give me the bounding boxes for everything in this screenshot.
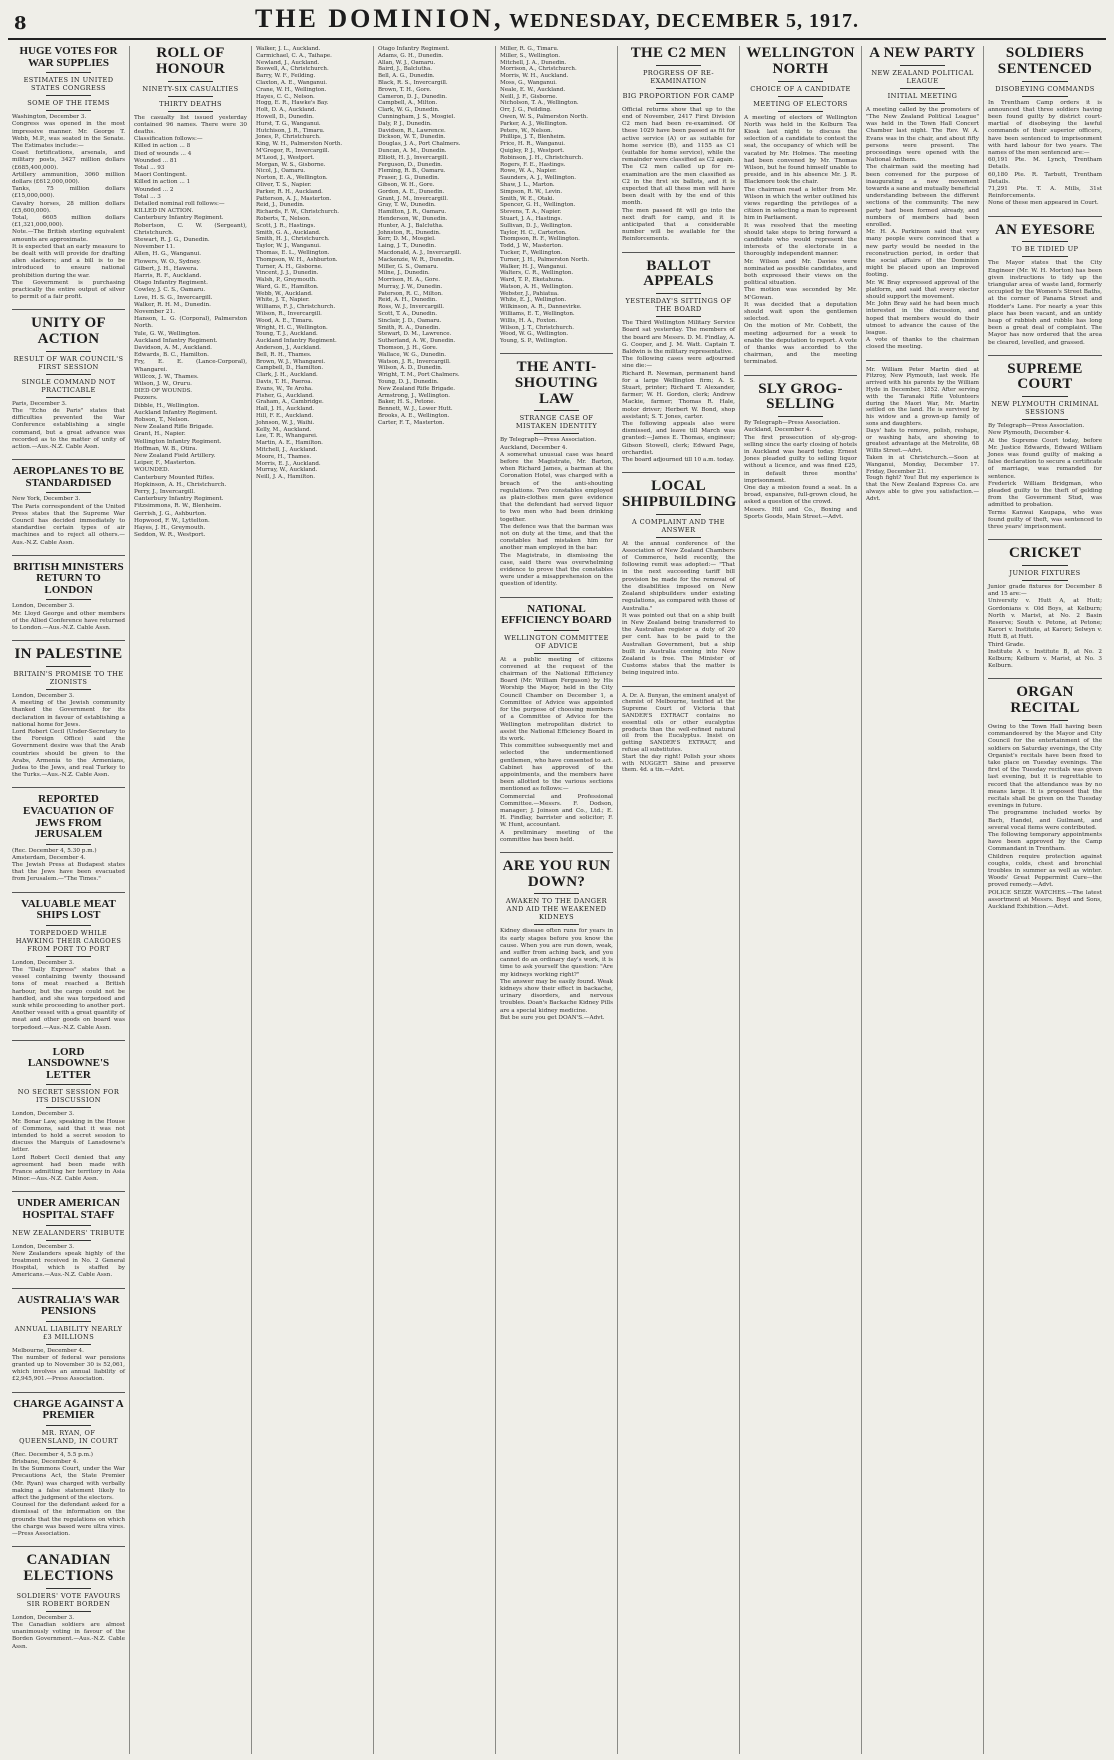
article-divider <box>500 353 613 354</box>
article-headline: CHARGE AGAINST A PREMIER <box>13 1397 124 1422</box>
article-headline: SLY GROG-SELLING <box>758 380 843 413</box>
headline-rule <box>656 514 701 515</box>
article-subhead: NEW PLYMOUTH CRIMINAL SESSIONS <box>991 400 1099 417</box>
article-subhead: NINETY-SIX CASUALTIES <box>142 84 239 93</box>
subhead-rule <box>46 1240 91 1241</box>
article-headline: UNDER AMERICAN HOSPITAL STAFF <box>17 1197 120 1221</box>
article-headline: ARE YOU RUN DOWN? <box>502 857 611 890</box>
article-divider <box>12 892 125 893</box>
subhead-rule <box>656 537 701 538</box>
subhead-rule <box>1022 256 1068 257</box>
article-subhead: ESTIMATES IN UNITED STATES CONGRESS <box>23 76 114 93</box>
article-body: Miller, R. G., Timaru. Miller, S., Wellington. Mitchell, J. A., Dunedin. Morrison, A., Christchurch. Morris, W. H., Auckland. Moss, G., Wanganui. Neale, E. W., Auckland. Neill, J. F., Gisborne. Nicholson, T. A., Wellington. Orr, J. G., Feilding. Owen, W. S., Palmerston North. Parker, A. J., Wellington. Peters, W., Nelson. Phillips, J. T., Blenheim. Price, H. R., Wanganui. Quigley, P. J., Westport. Robinson, J. H., Christchurch. Rogers, F. E., Hastings. Rowe, W. A., Napier. Saunders, A. J., Wellington. Shaw, J. L., Marton. Simpson, R. W., Levin. Smith, W. E., Otaki. Spencer, G. H., Wellington. Stevens, T. A., Napier. Stuart, J. A., Hastings. Sullivan, D. J., Wellington. Taylor, H. C., Carterton. Thompson, R. F., Wellington. Todd, J. W., Masterton. Tucker, F., Wellington. Turner, J. H., Palmerston North. Walker, H. J., Wanganui. Walters, C. R., Wellington. Ward, T. P., Eketahuna. Watson, A. H., Wellington. Webster, J., Pahiatua. White, E. J., Wellington. Wilkinson, A. R., Dannevirke. Williams, E. T., Wellington. Willis, H. A., Foxton. Wilson, J. T., Christchurch. Wood, W. G., Wellington. Young, S. P., Wellington. <box>500 46 589 345</box>
article-body: Walker, J. L., Auckland. Carmichael, C. A., Taihape. Newland, J., Auckland. Boswell, A., Christchurch. Barry, W. F., Feilding. Claxton, A. E., Wanganui. Crane, W. H., Wellington. Hayes, C. C., Nelson. Hogg, E. R., Hawke's Bay. Holt, D. A., Auckland. Howell, D., Dunedin. Hurst, T. G., Wanganui. Hutchison, J. R., Timaru. Jones, P., Christchurch. King, W. H., Palmerston North. M'Gregor, R., Invercargill. M'Leod, J., Westport. Morgan, W. S., Gisborne. Nicol, J., Oamaru. Norton, E. A., Wellington. Oliver, T. S., Napier. Parker, R. H., Auckland. Patterson, A. J., Masterton. Reid, J., Dunedin. Richards, F. W., Christchurch. Roberts, T., Nelson. Scott, J. R., Hastings. Smith, G. A., Auckland. Smith, H. J., Christchurch. Taylor, W. J., Wanganui. Thomas, E. L., Wellington. Thompson, W. H., Ashburton. Turner, A. H., Gisborne. Vincent, J. J., Dunedin. Walsh, P., Greymouth. Ward, G. E., Hamilton. Webb, W., Auckland. White, J. T., Napier. Williams, F. J., Christchurch. Wilson, R., Invercargill. Wood, A. E., Timaru. Wright, H. C., Wellington. Young, T. J., Auckland. Auckland Infantry Regiment. Anderson, J., Auckland. Bell, R. H., Thames. Brown, W. J., Whangarei. Campbell, D., Hamilton. Clark, J. H., Auckland. Davis, T. H., Paeroa. Evans, W., Te Aroha. Fisher, G., Auckland. Graham, A., Cambridge. Hall, J. H., Auckland. Hill, F. E., Auckland. Johnson, W. J., Waihi. Kelly, M., Auckland. Lee, T. R., Whangarei. Martin, A. E., Hamilton. Mitchell, J., Auckland. Moore, H., Thames. Morris, E. J., Auckland. Murray, W., Auckland. Neill, J. A., Hamilton. <box>256 46 343 481</box>
article-subhead: CHOICE OF A CANDIDATE <box>750 84 851 93</box>
article-body: Junior grade fixtures for December 8 and 15 are:— University v. Hutt A, at Hutt; Gordonians v. Old Boys, at Kelburn; North v. Marist, at No. 2 Basin Reserve; South v. Petone, at Petone; Karori v. Institute, at Karori; Selwyn v. Hutt B, at Hutt. Third Grade. Institute A v. Institute B, at No. 2 Kelburn; Kelburn v. Marist, at No. 3 Kelburn. <box>988 584 1102 670</box>
article-body: The Mayor states that the City Engineer (Mr. W. H. Morton) has been given instructions to tidy up the triangular area of waste land, formerly occupied by the Women's Street Baths, at the corner of Panama Street and Hodder's Lane. For nearly a year this place has been vacant, and an untidy heap of rubbish and rubble has long been a great deal of complaint. The Mayor has now ordered that the area be cleared, levelled, and grassed. <box>988 260 1102 346</box>
article-body: Owing to the Town Hall having been commandeered by the Mayor and City Council for the entertainment of the soldiers on Saturday evenings, the City Organist's recitals have been fixed to take place on Tuesday evenings. The first of the Tuesday recitals was given last evening, but it is regrettable to record that the attendance was by no means large. It is proposed that the recitals shall be given on the Tuesday evenings in future. The programme included works by Bach, Handel, and Guilmant, and several vocal items were contributed. The following temporary appointments have been approved by the Camp Commandant in Trentham. Children require protection against coughs, colds, chest and bronchial troubles in summer as well as winter. Woods' Great Peppermint Cure—the proved remedy.—Advt. POLICE SEIZE WATCHES.—The latest assortment at Messrs. Boyd and Sons, Auckland Exhibition.—Advt. <box>988 723 1102 911</box>
article <box>12 1553 125 1651</box>
article-divider <box>744 375 857 376</box>
column-7 <box>740 46 862 1754</box>
article-body: (Rec. December 4, 5.5 p.m.) Brisbane, December 4. In the Summons Court, under the War Precautions Act, the State Premier (Mr. Ryan) was charged with verbally making a false statement likely to affect the judgment of the electors. Counsel for the defendant asked for a dismissal of the information on the grounds that the regulations on which the charge was based were ultra vires.—Press Association. <box>12 1451 125 1537</box>
article <box>12 1295 125 1384</box>
article-subhead: SINGLE COMMAND NOT PRACTICABLE <box>21 377 116 394</box>
article-subhead: STRANGE CASE OF MISTAKEN IDENTITY <box>515 414 598 431</box>
article <box>500 46 613 345</box>
article <box>988 46 1102 208</box>
article-divider <box>622 472 735 473</box>
article <box>988 685 1102 911</box>
article-subhead: RESULT OF WAR COUNCIL'S FIRST SESSION <box>13 354 124 371</box>
subhead-rule <box>46 1107 91 1108</box>
article <box>12 316 125 451</box>
article-body: Mr. William Peter Martin died at Fitzroy, New Plymouth, last week. He arrived with his parents by the William Hyde in December, 1852. After serving with the Taranaki Rifle Volunteers during the Maori War, Mr. Martin settled on the land. He is survived by his widow and a grown-up family of sons and daughters. Days' hats to remove, polish, reshape, or washing hats, are showing to greatest advantage at the Metrolite, 68 Willis Street.—Advt. Taken in at Christchurch.—Soon at Wanganui, Monday, December 17. Friday, December 21. Tough fight? You! But my experience is that the New Zealand Express Co. are always able to give you satisfaction.—Advt. <box>866 366 979 502</box>
article-headline: BALLOT APPEALS <box>643 257 714 290</box>
article-body: At the annual conference of the Association of New Zealand Chambers of Commerce, held recently, the following remit was adopted:— "That in the next succeeding tariff bill provision be made for the removal of the disabilities imposed on New Zealand shipbuilders under existing regulations, as compared with those of Australia." It was pointed out that on a ship built in New Zealand being transferred to the Australian register a duty of 20 per cent. has to be paid to the Australian Government, but a ship built in Australia coming into New Zealand is free. The Minister of Customs states that the matter is being inquired into. <box>622 540 735 677</box>
article-subhead: AWAKEN TO THE DANGER AND AID THE WEAKENED KIDNEYS <box>505 897 608 922</box>
headline-rule <box>1022 720 1068 721</box>
article-divider <box>12 459 125 460</box>
article-headline: BRITISH MINISTERS RETURN TO LONDON <box>13 560 124 596</box>
headline-rule <box>778 416 823 417</box>
headline-rule <box>46 1084 91 1085</box>
article <box>744 382 857 521</box>
paper-name: THE DOMINION, <box>254 4 504 33</box>
article-divider <box>500 597 613 598</box>
column-1 <box>8 46 130 1754</box>
article-headline: NATIONAL EFFICIENCY BOARD <box>501 602 612 627</box>
issue-date: WEDNESDAY, DECEMBER 5, 1917. <box>509 10 860 32</box>
subhead-rule <box>168 111 213 112</box>
article-headline: WELLINGTON NORTH <box>746 46 855 77</box>
article-headline: CRICKET <box>1008 545 1082 562</box>
article-headline: UNITY OF ACTION <box>31 315 106 348</box>
headline-rule <box>46 599 91 600</box>
headline-rule <box>1022 241 1068 242</box>
article-divider <box>866 360 979 361</box>
subhead-rule <box>1022 580 1068 581</box>
article <box>500 360 613 589</box>
article <box>622 259 735 465</box>
column-2 <box>130 46 252 1754</box>
headline-rule <box>534 410 579 411</box>
article-subhead: NO SECRET SESSION FOR ITS DISCUSSION <box>17 1088 120 1105</box>
article-headline: LORD LANSDOWNE'S LETTER <box>27 1045 110 1081</box>
article-divider <box>12 640 125 641</box>
subhead-rule <box>1022 419 1068 420</box>
article-body: By Telegraph—Press Association. Auckland, December 4. A somewhat unusual case was heard before the Magistrate, Mr. Barton, when Richard James, a barman at the Coronation Hotel, was charged with a breach of the anti-shouting regulations. Two constables employed as plain-clothes men gave evidence that the defendant had served liquor to two men who had been drinking together. The defence was that the barman was not on duty at the time, and that the constables had mistaken him for another man employed in the bar. The Magistrate, in dismissing the case, said there was overwhelming evidence to prove that the constables were under a misapprehension on the question of identity. <box>500 437 613 588</box>
article-divider <box>988 678 1102 679</box>
article-subhead: WELLINGTON COMMITTEE OF ADVICE <box>504 633 609 650</box>
article-subhead: MEETING OF ELECTORS <box>753 99 848 108</box>
article-headline: ROLL OF HONOUR <box>155 46 226 77</box>
subhead-rule <box>900 103 945 104</box>
headline-rule <box>1022 396 1068 397</box>
article-divider <box>622 252 735 253</box>
column-9 <box>984 46 1106 1754</box>
article-divider <box>12 555 125 556</box>
article-body: London, December 3. Mr. Bonar Law, speaking in the House of Commons, said that it was not intended to hold a secret session to discuss the Marquis of Lansdowne's letter. Lord Robert Cecil denied that any agreement had been made with France admitting her territory in Asia Minor.—Aus.-N.Z. Cable Assn. <box>12 1111 125 1183</box>
article <box>622 46 735 244</box>
headline-rule <box>46 844 91 845</box>
column-8 <box>862 46 984 1754</box>
headline-rule <box>778 81 823 82</box>
subhead-rule <box>46 110 91 111</box>
subhead-rule <box>534 924 579 925</box>
article-body: A meeting of electors of Wellington North was held in the Kelburn Tea Kiosk last night to discuss the selection of a candidate to contest the seat, the occupancy of which will be vacated by Mr. Holmes. The meeting had been convened by Mr. Thomas Wilson, but he found himself unable to preside, and in his absence Mr. J. R. Blackmore took the chair. The chairman read a letter from Mr. Wilson in which the writer outlined his views regarding the privileges of a citizen in selecting a man to represent him in Parliament. It was resolved that the meeting should take steps to bring forward a candidate who would represent the interests of the electorate in a thoroughly independent manner. Mr. Wilson and Mr. Davies were nominated as possible candidates, and both expressed their views on the political situation. The motion was seconded by Mr. M'Gowan. It was decided that a deputation should wait upon the gentlemen selected. On the motion of Mr. Cobbett, the meeting adjourned for a week to enable the deputation to report. A vote of thanks was accorded to the chairman, and the meeting terminated. <box>744 114 857 366</box>
article <box>12 1047 125 1184</box>
article-body: A. Dr. A. Bunyan, the eminent analyst of chemist of Melbourne, testified at the Supreme Court of Victoria that SANDER'S EXTRACT contains no essential oils or other eucalyptus products than the well-refined natural oil from the Eucalyptus. Insist on getting SANDER'S EXTRACT, and refuse all substitutes. Start the day right! Polish your shoes with NUGGET! Shine and preserve them. 4d. a tin.—Advt. <box>622 692 735 774</box>
article-subhead: PROGRESS OF RE-EXAMINATION <box>642 68 715 85</box>
masthead-title <box>54 4 1060 34</box>
subhead-rule <box>656 88 701 89</box>
article-body: London, December 3. A meeting of the Jewish community thanked the Government for its declaration in favour of establishing a national home for Jews. Lord Robert Cecil (Under-Secretary to the Foreign Office) said the Government desire was that the Arab countries should be given to the Arabs, Armenia to the Armenians, Judea to the Jews, and real Turkey to the Turks.—Aus.-N.Z. Cable Assn. <box>12 693 125 779</box>
column-6 <box>618 46 740 1754</box>
headline-rule <box>46 666 91 667</box>
article-divider <box>988 539 1102 540</box>
headline-rule <box>168 81 213 82</box>
article-headline: REPORTED EVACUATION OF JEWS FROM JERUSALEM <box>23 793 114 841</box>
subhead-rule <box>46 374 91 375</box>
headline-rule <box>46 351 91 352</box>
article-body: At a public meeting of citizens convened at the request of the chairman of the National Efficiency Board (Mr. William Ferguson) by His Worship the Mayor, held in the City Council Chamber on December 1, a Committee of Advice was appointed for the purpose of choosing members of a Committee of Advice for the Wellington metropolitan district to assist the National Efficiency Board in its work. This committee subsequently met and selected the undermentioned gentlemen, who have consented to act. Cabinet has approved of the appointments, and the members have been allotted to the various sections mentioned as follows:— Commercial and Professional Committee.—Messrs. F. Dodson, manager; J. Joinson and Co., Ltd.; E. H. Findlay, barrister and solicitor; F. W. Hunt, accountant. A preliminary meeting of the committee has been held. <box>500 656 613 843</box>
article <box>378 46 491 427</box>
article-divider <box>500 852 613 853</box>
article <box>12 1198 125 1279</box>
article-subhead: INITIAL MEETING <box>887 91 958 100</box>
subhead-rule <box>778 111 823 112</box>
article-subhead: A COMPLAINT AND THE ANSWER <box>632 517 725 534</box>
subhead-rule <box>46 1344 91 1345</box>
article <box>134 46 247 539</box>
article-subhead: NEW ZEALAND POLITICAL LEAGUE <box>871 68 974 85</box>
column-5 <box>496 46 618 1754</box>
subhead-rule <box>656 316 701 317</box>
article-divider <box>12 1191 125 1192</box>
article-body: A meeting called by the promoters of "The New Zealand Political League" was held in the Town Hall Concert Chamber last night. The Rev. W. A. Evans was in the chair, and about fifty persons were present. The proceedings were opened with the National Anthem. The chairman said the meeting had been convened for the purpose of inaugurating a new movement towards a sane and mutually beneficial understanding between the different sections of the community. The new party had been formed already, and numbers of members had been enrolled. Mr. H. A. Parkinson said that very many people were convinced that a new party would be needed in the reconstruction period, in order that the social affairs of the Dominion might be placed upon an improved footing. Mr. W. Bray expressed approval of the platform, and said that every elector should support the movement. Mr. John Bray said he had been much interested in the discussion, and hoped that members would do their utmost to advance the cause of the league. A vote of thanks to the chairman closed the meeting. <box>866 106 980 351</box>
article-divider <box>12 1288 125 1289</box>
article-subhead: DISOBEYING COMMANDS <box>995 84 1095 93</box>
article-body: London, December 3. Mr. Lloyd George and other members of the Allied Conference have returned to London.—Aus.-N.Z. Cable Assn. <box>12 603 125 632</box>
article <box>622 479 735 677</box>
headline-rule <box>46 1425 91 1426</box>
article <box>866 367 979 503</box>
article-headline: AEROPLANES TO BE STANDARDISED <box>13 465 124 489</box>
article-subhead: YESTERDAY'S SITTINGS OF THE BOARD <box>625 297 732 314</box>
headline-rule <box>46 1225 91 1226</box>
article-body: By Telegraph—Press Association. New Plymouth, December 4. At the Supreme Court today, before Mr. Justice Edwards, Edward William Jones was found guilty of making a false declaration to secure a certificate of marriage, was remanded for sentence. Frederick William Bridgman, who pleaded guilty to the theft of gelding from the Government Stud, was admitted to probation. Terms Kanwai Kaupapa, who was found guilty of theft, was sentenced to three years' imprisonment. <box>988 423 1102 531</box>
article <box>866 46 979 352</box>
subhead-rule <box>534 433 579 434</box>
article-headline: CANADIAN ELECTIONS <box>23 1552 114 1584</box>
article-body: London, December 3. New Zealanders speak highly of the treatment received in No. 2 General Hospital, which is staffed by Americans.—Aus.-N.Z. Cable Assn. <box>12 1243 125 1279</box>
article-headline: THE C2 MEN <box>630 46 727 61</box>
subhead-rule <box>46 397 91 398</box>
article <box>12 466 125 547</box>
article-body: The casualty list issued yesterday contained 96 names. There were 30 deaths. Classification follows:— Killed in action ... 8 Died of wounds ... 4 Wounded ... 81 Total ... 93 Maori Contingent. Killed in action ... 1 Wounded ... 2 Total ... 3 Detailed nominal roll follows:— KILLED IN ACTION. Canterbury Infantry Regiment. Robertson, C. W. (Sergeant), Christchurch. Stewart, R. J. G., Dunedin. November 11. Allen, H. G., Wanganui. Flowers, W. O., Sydney. Gilbert, J. H., Hawera. Harris, R. F., Auckland. Otago Infantry Regiment. Cowley, J. C. S., Oamaru. Love, H. S. G., Invercargill. Walker, R. H. M., Dunedin. November 21. Hanson, L. G. (Corporal), Palmerston North. Yule, G. W., Wellington. Auckland Infantry Regiment. Davidson, A. M., Auckland. Edwards, B. C., Hamilton. Fry, E. E. (Lance-Corporal), Whangarei. Willcox, J. W., Thames. Wilson, J. W., Oruru. DIED OF WOUNDS. Pezzers. Dibble, H., Wellington. Auckland Infantry Regiment. Robson, T., Nelson. New Zealand Rifle Brigade. Grant, H., Napier. Wellington Infantry Regiment. Hoffman, W. B., Otira. New Zealand Field Artillery. Leiper, F., Masterton. WOUNDED. Canterbury Mounted Rifles. Hopkinson, A. H., Christchurch. Perry, J., Invercargill. Canterbury Infantry Regiment. Fitzsimmons, R. W., Blenheim. Gerrish, J. G., Ashburton. Hopwood, F. W., Lyttelton. Hayes, J. H., Greymouth. Seddon, W. R., Westport. <box>134 114 247 539</box>
article <box>988 546 1102 670</box>
article-headline: AUSTRALIA'S WAR PENSIONS <box>17 1293 120 1318</box>
article-headline: LOCAL SHIPBUILDING <box>622 478 737 510</box>
headline-rule <box>46 925 91 926</box>
article-subhead: BRITAIN'S PROMISE TO THE ZIONISTS <box>13 670 124 687</box>
article-body: Washington, December 3. Congress was opened in the most impressive manner. Mr. George T. Webb, M.P., was seated in the Senate. The Estimates include:— Coast fortifications, arsenals, and military posts, 3427 million dollars (£685,400,000). Artillery ammunition, 3060 million dollars (£612,000,000). Tanks, 75 million dollars (£15,000,000). Cavalry horses, 28 million dollars (£5,600,000). Total, 6605 million dollars (£1,321,000,000). Note.—The British sterling equivalent amounts are approximate. It is expected that an early measure to be dealt with will provide for drafting alien slackers; and a bill is to be introduced to ensure national prohibition during the war. The Government is purchasing practically the entire output of silver to permit of a fair profit. <box>12 114 125 301</box>
article-subhead: JUNIOR FIXTURES <box>1009 569 1081 578</box>
article-subhead: THIRTY DEATHS <box>159 99 222 108</box>
subhead-rule <box>46 1611 91 1612</box>
article-body: Paris, December 3. The "Echo de Paris" states that difficulties prevented the War Conference establishing a single command, but a great advance was recorded as to the matter of unity of action.—Aus.-N.Z. Cable Assn. <box>12 400 125 451</box>
article <box>256 46 369 481</box>
article-subhead: BIG PROPORTION FOR CAMP <box>622 91 735 100</box>
headline-rule <box>1022 565 1068 566</box>
column-3 <box>252 46 374 1754</box>
subhead-rule <box>534 653 579 654</box>
article-body: New York, December 3. The Paris correspondent of the United Press states that the Supreme War Council has decided immediately to standardise certain types of air machines and to reject all others.—Aus.-N.Z. Cable Assn. <box>12 496 125 546</box>
article-subhead: NEW ZEALANDERS' TRIBUTE <box>12 1228 125 1237</box>
article-headline: AN EYESORE <box>994 221 1096 238</box>
article <box>12 1399 125 1539</box>
article-body: London, December 3. The "Daily Express" states that a vessel containing twenty thousand tons of meat reached a British harbour, but the cargo could not be handled, and she was torpedoed and sunk while proceeding to another port. Another vessel with a great quantity of meat and other goods on board was torpedoed.—Aus.-N.Z. Cable Assn. <box>12 959 125 1031</box>
article <box>988 223 1102 347</box>
article-headline: THE ANTI-SHOUTING LAW <box>514 359 599 407</box>
article-divider <box>12 1392 125 1393</box>
article <box>988 362 1102 532</box>
article-body: Melbourne, December 4. The number of federal war pensions granted up to November 30 is 52,061, which involves an annual liability of £2,945,901.—Press Association. <box>12 1347 125 1383</box>
headline-rule <box>656 293 701 294</box>
article-headline: SUPREME COURT <box>1007 360 1083 393</box>
article-headline: IN PALESTINE <box>14 646 123 663</box>
headline-rule <box>46 72 91 73</box>
article-body: (Rec. December 4, 5.30 p.m.) Amsterdam, December 4. The Jewish Press at Budapest states that the Jews have been evacuated from Jerusalem.—"The Times." <box>12 847 125 883</box>
article <box>500 604 613 844</box>
article-subhead: TO BE TIDIED UP <box>1011 245 1079 254</box>
article <box>622 693 735 775</box>
column-4 <box>374 46 496 1754</box>
headline-rule <box>46 1588 91 1589</box>
subhead-rule <box>46 95 91 96</box>
article-body: Kidney disease often runs for years in its early stages before you know the cause. When you are run down, weak, and suffer from aching back, and you cannot do an ordinary day's work, it is time to ask yourself the question: "Are my kidneys working right?" The answer may be easily found. Weak kidneys show their effect in backache, urinary disorders, and nervous troubles. Doan's Backache Kidney Pills are a special kidney medicine. But be sure you get DOAN'S.—Advt. <box>500 928 613 1021</box>
article-divider <box>12 787 125 788</box>
subhead-rule <box>1022 96 1068 97</box>
subhead-rule <box>46 956 91 957</box>
article-subhead: MR. RYAN, OF QUEENSLAND, IN COURT <box>19 1428 118 1445</box>
article-headline: HUGE VOTES FOR WAR SUPPLIES <box>19 46 118 69</box>
article-headline: ORGAN RECITAL <box>1010 684 1080 717</box>
subhead-rule <box>46 689 91 690</box>
headline-rule <box>46 492 91 493</box>
article-body: Official returns show that up to the end of November, 2417 First Division C2 men had been re-examined. Of these 1029 have been passed as fit for active service (A) or as suitable for home service (B), and 1155 as C1 (suitable for home service), while the remainder were classified as C2 again. The C2 men called up for re-examination are the men classified as C2 in the first six ballots, and it is expected that all these men will have been dealt with by the end of this month. The men passed fit will go into the next draft for camp, and it is anticipated that a considerable number will be available for the Reinforcements. <box>622 106 735 243</box>
article <box>12 794 125 883</box>
newspaper-page <box>8 46 1106 1754</box>
article-subhead: SOME OF THE ITEMS <box>27 99 110 108</box>
headline-rule <box>534 893 579 894</box>
article-headline: A NEW PARTY <box>869 46 976 61</box>
article-subhead: TORPEDOED WHILE HAWKING THEIR CARGOES FROM PORT TO PORT <box>15 928 122 953</box>
article-divider <box>988 355 1102 356</box>
article-headline: SOLDIERS SENTENCED <box>997 46 1093 77</box>
article-divider <box>12 309 125 310</box>
article-body: London, December 3. The Canadian soldiers are almost unanimously voting in favour of the Borden Government.—Aus.-N.Z. Cable Assn. <box>12 1614 125 1650</box>
article-body: Otago Infantry Regiment. Adams, G. H., Dunedin. Allan, W. J., Oamaru. Baird, J., Balclutha. Bell, A. G., Dunedin. Black, R. S., Invercargill. Brown, T. H., Gore. Cameron, D. J., Dunedin. Campbell, A., Milton. Clark, W. G., Dunedin. Cunningham, J. S., Mosgiel. Daly, P. J., Dunedin. Davidson, R., Lawrence. Dickson, W. T., Dunedin. Douglas, J. A., Port Chalmers. Duncan, A. M., Dunedin. Elliott, H. J., Invercargill. Ferguson, D., Dunedin. Fleming, R. B., Oamaru. Fraser, J. G., Dunedin. Gibson, W. H., Gore. Gordon, A. E., Dunedin. Grant, J. M., Invercargill. Gray, T. W., Dunedin. Hamilton, J. R., Oamaru. Henderson, W., Dunedin. Hunter, A. J., Balclutha. Johnston, R., Dunedin. Kerr, D. M., Mosgiel. Laing, J. T., Dunedin. Macdonald, A. J., Invercargill. Mackenzie, W. R., Dunedin. Miller, G. S., Oamaru. Milne, J., Dunedin. Morrison, H. A., Gore. Murray, J. W., Dunedin. Paterson, R. C., Milton. Reid, A. H., Dunedin. Ross, W. J., Invercargill. Scott, T. A., Dunedin. Sinclair, J. D., Oamaru. Smith, R. A., Dunedin. Stewart, D. M., Lawrence. Sutherland, A. W., Dunedin. Thomson, J. H., Gore. Wallace, W. G., Dunedin. Watson, J. R., Invercargill. Wilson, A. D., Dunedin. Wright, T. M., Port Chalmers. Young, D. J., Dunedin. New Zealand Rifle Brigade. Armstrong, J., Wellington. Baker, H. S., Petone. Bennett, W. J., Lower Hutt. Brooks, A. E., Wellington. Carter, F. T., Masterton. <box>378 46 462 426</box>
article <box>744 46 857 367</box>
article <box>12 647 125 779</box>
article-subhead: ANNUAL LIABILITY NEARLY £3 MILLIONS <box>14 1324 123 1341</box>
subhead-rule <box>656 103 701 104</box>
page-number: 8 <box>14 13 27 34</box>
subhead-rule <box>778 96 823 97</box>
subhead-rule <box>900 88 945 89</box>
headline-rule <box>534 630 579 631</box>
subhead-rule <box>168 96 213 97</box>
headline-rule <box>656 65 701 66</box>
article-subhead: SOLDIERS' VOTE FAVOURS SIR ROBERT BORDEN <box>16 1591 121 1608</box>
article-divider <box>12 1040 125 1041</box>
article <box>12 562 125 632</box>
article <box>12 46 125 301</box>
subhead-rule <box>46 1448 91 1449</box>
masthead <box>8 6 1106 40</box>
article-divider <box>12 1546 125 1547</box>
article-divider <box>622 686 735 687</box>
headline-rule <box>1022 81 1068 82</box>
article <box>12 899 125 1032</box>
article-body: In Trentham Camp orders it is announced that three soldiers having been found guilty by district court-martial of disobeying the lawful commands of their superior officers, have been sentenced to imprisonment with hard labour for two years. The names of the men sentenced are:— 60,191 Pte. M. Lynch, Trentham Details. 60,180 Pte. R. Tarbutt, Trentham Details. 71,291 Pte. T. A. Mills, 31st Reinforcements. None of these men appeared in Court. <box>988 99 1102 207</box>
article-headline: VALUABLE MEAT SHIPS LOST <box>21 897 116 922</box>
article-body: By Telegraph—Press Association. Auckland, December 4. The first prosecution of sly-grog-selling since the early closing of hotels in Auckland was heard today. Ernest Jones pleaded guilty to selling liquor without a licence, and was fined £25, in default three months' imprisonment. One day a mission found a seat. In a broad, expansive, full-grown cloud, he asked a question of the crowd. Messrs. Hill and Co., Boxing and Sports Goods, Main Street.—Advt. <box>744 420 857 520</box>
article-divider <box>988 216 1102 217</box>
article-body: The Third Wellington Military Service Board sat yesterday. The members of the board are Messrs. D. M. Findlay, A. G. Cooper, and J. M. Watt. Captain T. Baldwin is the military representative. The following cases were adjourned sine die:— Richard R. Newman, permanent hand for a large Wellington firm; A. S. Stuart, printer; Richard T. Alexander, farmer; W. H. Gordon, clerk; Andrew Mackie, farmer; Thomas R. Hale, motor driver; Herbert W. Bond, shop assistant; S. T. Jones, carter. The following appeals also were dismissed, and leave till March was granted:—James E. Thomas, engineer; Gibson Stowell, clerk; Edward Page, orchardist. The board adjourned till 10 a.m. today. <box>622 320 735 463</box>
article <box>500 859 613 1022</box>
headline-rule <box>46 1321 91 1322</box>
headline-rule <box>900 65 945 66</box>
